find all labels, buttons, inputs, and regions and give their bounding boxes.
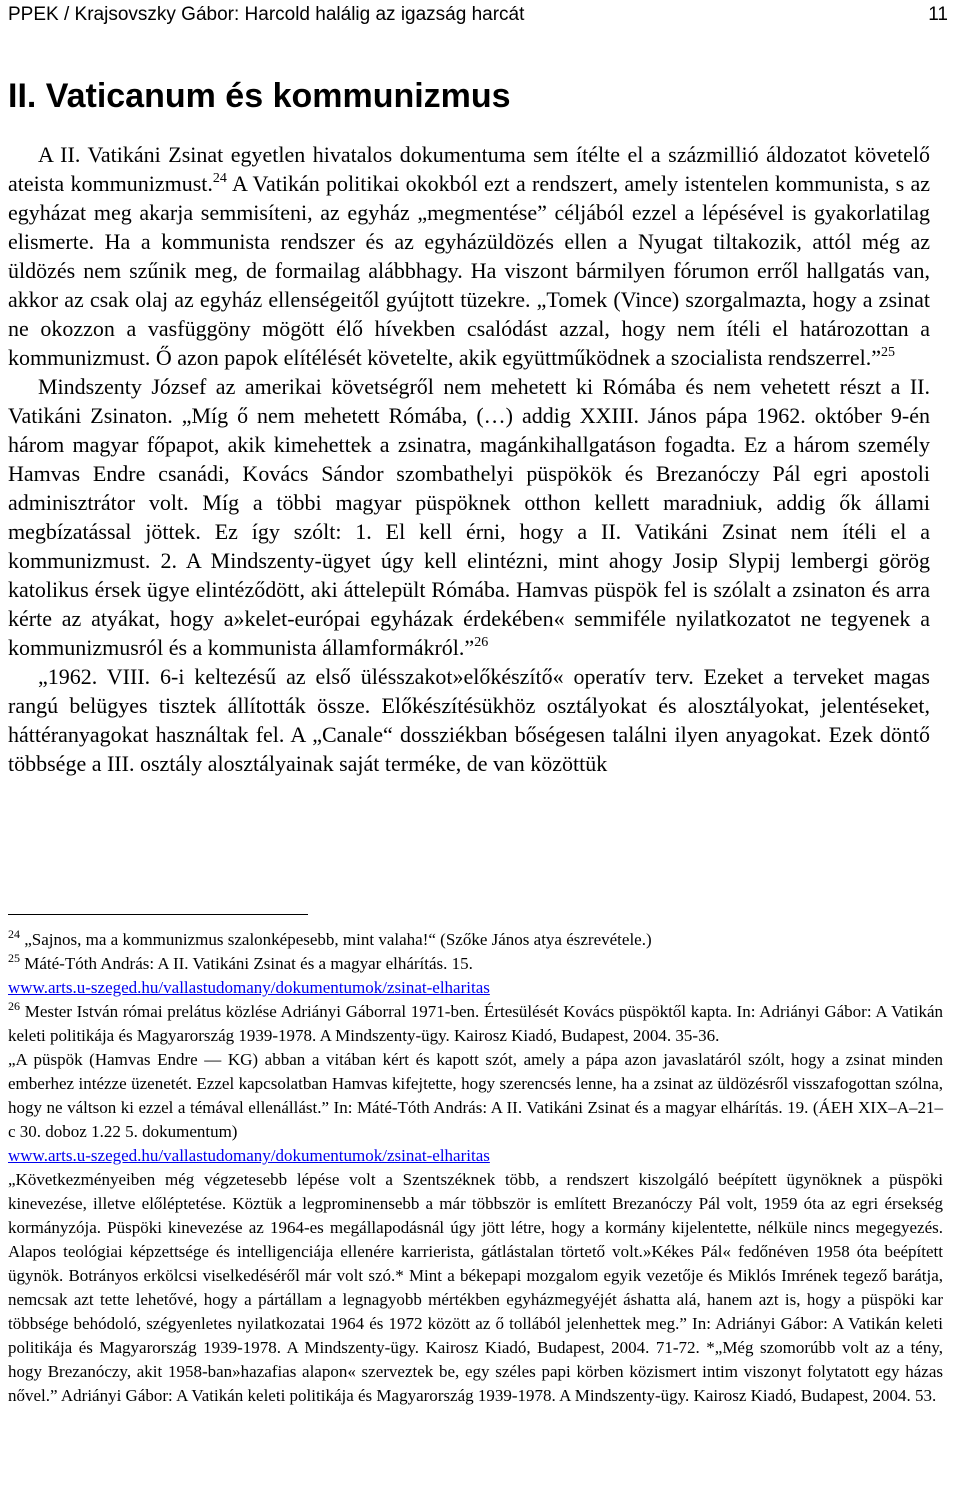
paragraph-2 [8, 372, 930, 662]
paragraph-1 [8, 140, 930, 372]
footnote-ref-26[interactable]: 26 [474, 635, 489, 650]
footnote-26-quote: „A püspök (Hamvas Endre — KG) abban a vitában kért és kapott szót, amely a pápa azon javaslatáról szólt, hogy a zsinat minden emberhez intézze üzenetét. Ezzel kapcsolatban Hamvas kifejtette, hogy szerencsés lenne, ha a zsinat az üldözésről visszafogottan szólna, hogy ne váltson ki ezzel a témával ellenállást.” In: Máté-Tóth András: A II. Vatikáni Zsinat és a magyar elhárítás. 19. (ÁEH XIX–A–21–c 30. doboz 1.22 5. dokumentum) [8, 1050, 943, 1141]
paragraph-3: „1962. VIII. 6-i keltezésű az első ülésszakot»előkészítő« operatív terv. Ezeket a terveket magas rangú belügyes tisztek állították össze. Előkészítésükhöz osztályokat és alosztályokat, jelentéseket, háttéranyagokat használtak fel. A „Canale“ dossziékban bőségesen találni ilyen anyagokat. Ezek döntő többsége a III. osztály alosztályainak saját terméke, de van közöttük [8, 664, 930, 776]
footnote-26 [8, 1000, 943, 1048]
footnote-25 [8, 952, 943, 1000]
body-text [8, 140, 930, 778]
header-title: PPEK / Krajsovszky Gábor: Harcold halálig az igazság harcát [8, 4, 525, 25]
footnote-24 [8, 928, 943, 952]
running-header [8, 2, 948, 28]
footnote-25-number: 25 [8, 951, 20, 965]
footnotes [8, 928, 943, 1408]
footnote-26-link[interactable]: www.arts.u-szeged.hu/vallastudomany/dokumentumok/zsinat-elharitas [8, 1146, 490, 1165]
page-number: 11 [928, 4, 948, 25]
footnote-ref-25[interactable]: 25 [881, 345, 895, 360]
footnote-26-link-line [8, 1144, 943, 1168]
footnote-26-number: 26 [8, 999, 20, 1013]
footnote-25-link[interactable]: www.arts.u-szeged.hu/vallastudomany/dokumentumok/zsinat-elharitas [8, 978, 490, 997]
paragraph-2-text: Mindszenty József az amerikai követségről nem mehetett ki Rómába és nem vehetett részt a II. Vatikáni Zsinaton. „Míg ő nem mehetett Rómába, (…) addig XXIII. János pápa 1962. október 9-én három magyar főpapot, akik kimehettek a zsinatra, magánkihallgatáson fogadta. Ez a három személy Hamvas Endre csanádi, Kovács Sándor szombathelyi püspökök és Brezanóczy Pál egri apostoli adminisztrátor volt. Míg a többi magyar püspöknek otthon kellett maradniuk, addig ők állami megbízatással jöttek. Ez így szólt: 1. El kell érni, hogy a II. Vatikáni Zsinat nem ítéli el a kommunizmust. 2. A Mindszenty-ügyet úgy kell elintézni, mint ahogy Josip Slypij lembergi görög katolikus érsek ügye elintéződött, aki áttelepült Rómába. Hamvas püspök fel is szólalt a zsinaton és arra kérte az atyákat, hogy a»kelet-európai egyházak érdekében« semmiféle nyilatkozatot ne tegyenek a kommunizmusról és a kommunista államformákról.” [8, 374, 930, 660]
footnote-separator [8, 914, 308, 915]
paragraph-1-text-a: A II. Vatikáni Zsinat egyetlen hivatalos dokumentuma sem ítélte el a százmillió áldozatot követelő ateista kommunizmust. [8, 142, 930, 196]
paragraph-1-text-b: A Vatikán politikai okokból ezt a rendszert, amely istentelen kommunista, s az egyházat meg akarja semmisíteni, az egyház „megmentése” céljából ezzel a lépésével is gyakorlatilag elismerte. Ha a kommunista rendszer és az egyházüldözés ellen a Nyugat tiltakozik, attól még az üldözés nem szűnik meg, de formailag alábbhagy. Ha viszont bármilyen fórumon erről hallgatás van, akkor az csak olaj az egyház ellenségeitől gyújtott tüzekre. „Tomek (Vince) szorgalmazta, hogy a zsinat ne okozzon a vasfüggöny mögött élő hívekben csalódást azzal, hogy nem ítéli el határozottan a kommunizmust. Ő azon papok elítélését követelte, akik együttműködnek a szocialista rendszerrel.” [8, 171, 930, 370]
chapter-heading: II. Vaticanum és kommunizmus [8, 77, 511, 115]
footnote-24-number: 24 [8, 927, 20, 941]
footnote-24-text: „Sajnos, ma a kommunizmus szalonképesebb, mint valaha!“ (Szőke János atya észrevétele.) [20, 930, 652, 949]
footnote-25-text: Máté-Tóth András: A II. Vatikáni Zsinat és a magyar elhárítás. 15. [20, 954, 473, 973]
footnote-26-text: Mester István római prelátus közlése Adriányi Gáborral 1971-ben. Értesülését Kovács püspöktől kapta. In: Adriányi Gábor: A Vatikán keleti politikája és Magyarország 1939-1978. A Mindszenty-ügy. Kairosz Kiadó, Budapest, 2004. 35-36. [8, 1002, 943, 1045]
footnote-26-quote-2: „Következményeiben még végzetesebb lépése volt a Szentszéknek több, a rendszert kiszolgáló beépített ügynöknek a püspöki kinevezése, illetve előléptetése. Köztük a legprominensebb a már többször is említett Brezanóczy Pál volt, 1959 óta az egri érsekség kormányzója. Püspöki kinevezése az 1964-es megállapodásnál úgy jött létre, hogy a kormány kijelentette, nélküle nincs megegyezés. Alapos teológiai képzettsége és intelligenciája ellenére karrierista, gátlástalan törtető volt.»Kékes Pál« fedőnéven 1958 óta beépített ügynök. Botrányos erkölcsi viselkedéséről már volt szó.* Mint a békepapi mozgalom egyik vezetője és Miklós Imrének tegező barátja, nemcsak azt tette lehetővé, hogy a pártállam a legnagyobb mértékben egyházmegyéjét áshatta alá, hanem azt is, hogy a püspöki kar többsége behódoló, szégyenletes nyilatkozatai 1964 és 1972 között az ő tollából jelenhettek meg.” In: Adriányi Gábor: A Vatikán keleti politikája és Magyarország 1939-1978. A Mindszenty-ügy. Kairosz Kiadó, Budapest, 2004. 71-72. *„Még szomorúbb volt az a tény, hogy Brezanóczy, akit 1958-ban»hazafias alapon« szerveztek be, egy széles papi körben közismert intim viszonyt folytatott egy házas nővel.” Adriányi Gábor: A Vatikán keleti politikája és Magyarország 1939-1978. A Mindszenty-ügy. Kairosz Kiadó, Budapest, 2004. 53. [8, 1170, 943, 1405]
footnote-ref-24[interactable]: 24 [212, 171, 227, 186]
